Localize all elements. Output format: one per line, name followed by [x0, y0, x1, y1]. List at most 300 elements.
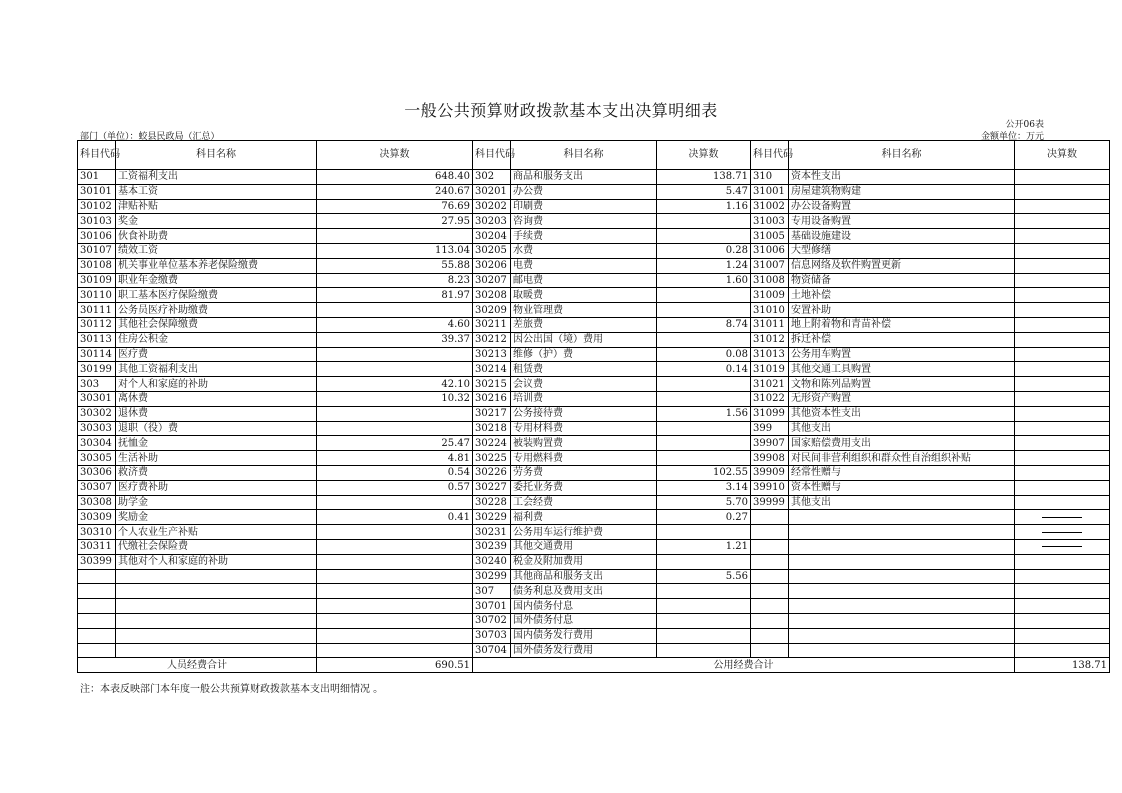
amount-1	[317, 584, 473, 599]
amount-1	[317, 406, 473, 421]
subject-code-2: 30702	[473, 613, 511, 628]
table-row	[78, 303, 1110, 318]
amount-3	[1015, 170, 1110, 185]
subject-name-2: 商品和服务支出	[511, 170, 657, 185]
amount-1	[317, 229, 473, 244]
subject-name-1: 退职（役）费	[116, 421, 317, 436]
subject-code-3: 31010	[751, 303, 789, 318]
amount-1: 4.81	[317, 451, 473, 466]
amount-3	[1015, 243, 1110, 258]
table-row	[78, 643, 1110, 658]
subject-name-2: 差旅费	[511, 317, 657, 332]
table-row	[78, 229, 1110, 244]
subject-code-2: 30205	[473, 243, 511, 258]
amount-2: 138.71	[657, 170, 751, 185]
amount-1: 27.95	[317, 214, 473, 229]
header-code-1: 科目代码	[78, 141, 116, 170]
amount-2	[657, 391, 751, 406]
subject-code-1: 301	[78, 170, 116, 185]
subject-code-1: 30106	[78, 229, 116, 244]
subject-name-3: 拆迁补偿	[789, 332, 1015, 347]
subject-code-3: 31006	[751, 243, 789, 258]
subject-name-1: 伙食补助费	[116, 229, 317, 244]
amount-3	[1015, 554, 1110, 569]
header-name-3: 科目名称	[789, 141, 1015, 170]
subject-name-1: 代缴社会保险费	[116, 539, 317, 554]
subject-code-3: 31009	[751, 288, 789, 303]
amount-2	[657, 584, 751, 599]
subject-code-3: 39910	[751, 480, 789, 495]
amount-3	[1015, 332, 1110, 347]
dash-placeholder	[1042, 517, 1082, 518]
amount-1: 55.88	[317, 258, 473, 273]
subject-name-1: 职工基本医疗保险缴费	[116, 288, 317, 303]
subject-code-2: 30228	[473, 495, 511, 510]
subject-code-2: 30704	[473, 643, 511, 658]
subject-code-2: 30703	[473, 628, 511, 643]
subject-name-2: 国内债务付息	[511, 599, 657, 614]
table-row	[78, 258, 1110, 273]
subject-name-2: 债务利息及费用支出	[511, 584, 657, 599]
dash-placeholder	[1042, 546, 1082, 547]
subject-code-2: 30203	[473, 214, 511, 229]
subject-code-1: 30114	[78, 347, 116, 362]
amount-3	[1015, 539, 1110, 554]
table-row	[78, 569, 1110, 584]
amount-1: 10.32	[317, 391, 473, 406]
subject-name-2: 福利费	[511, 510, 657, 525]
subject-name-3: 其他交通工具购置	[789, 362, 1015, 377]
subject-name-3: 物资储备	[789, 273, 1015, 288]
subject-name-2: 被装购置费	[511, 436, 657, 451]
subject-code-2: 30209	[473, 303, 511, 318]
amount-2	[657, 214, 751, 229]
subject-name-3	[789, 584, 1015, 599]
amount-1: 113.04	[317, 243, 473, 258]
subject-name-2: 水费	[511, 243, 657, 258]
amount-2	[657, 288, 751, 303]
subject-name-1: 对个人和家庭的补助	[116, 377, 317, 392]
amount-3	[1015, 495, 1110, 510]
subject-code-3: 31099	[751, 406, 789, 421]
subject-code-3	[751, 525, 789, 540]
subject-name-2: 手续费	[511, 229, 657, 244]
subject-code-3: 31011	[751, 317, 789, 332]
personnel-total-value: 690.51	[317, 658, 473, 673]
amount-2	[657, 303, 751, 318]
subject-name-1: 医疗费补助	[116, 480, 317, 495]
subject-name-1: 津贴补贴	[116, 199, 317, 214]
subject-name-3: 其他支出	[789, 421, 1015, 436]
amount-2: 102.55	[657, 465, 751, 480]
subject-name-2: 国外债务发行费用	[511, 643, 657, 658]
amount-2: 5.70	[657, 495, 751, 510]
amount-2	[657, 377, 751, 392]
amount-1: 81.97	[317, 288, 473, 303]
amount-3	[1015, 391, 1110, 406]
amount-3	[1015, 613, 1110, 628]
subject-name-2: 国外债务付息	[511, 613, 657, 628]
amount-1	[317, 303, 473, 318]
amount-3	[1015, 288, 1110, 303]
subject-code-1: 30303	[78, 421, 116, 436]
subject-code-3	[751, 584, 789, 599]
amount-3	[1015, 421, 1110, 436]
header-name-1: 科目名称	[116, 141, 317, 170]
subject-name-3: 资本性赠与	[789, 480, 1015, 495]
amount-2: 0.27	[657, 510, 751, 525]
subject-name-1: 工资福利支出	[116, 170, 317, 185]
subject-code-1: 30102	[78, 199, 116, 214]
subject-code-2: 30226	[473, 465, 511, 480]
subject-code-1: 30301	[78, 391, 116, 406]
table-row	[78, 288, 1110, 303]
table-row	[78, 584, 1110, 599]
table-row	[78, 451, 1110, 466]
subject-name-3	[789, 599, 1015, 614]
subject-name-1: 生活补助	[116, 451, 317, 466]
subject-code-3: 31008	[751, 273, 789, 288]
subject-code-3: 399	[751, 421, 789, 436]
amount-3	[1015, 377, 1110, 392]
amount-1: 0.41	[317, 510, 473, 525]
subject-code-1	[78, 628, 116, 643]
amount-unit-label: 金额单位：万元	[980, 132, 1044, 142]
amount-2	[657, 421, 751, 436]
subject-name-3: 公务用车购置	[789, 347, 1015, 362]
subject-code-1: 30113	[78, 332, 116, 347]
subject-code-2: 30231	[473, 525, 511, 540]
subject-code-1: 30101	[78, 184, 116, 199]
subject-code-3: 31019	[751, 362, 789, 377]
subject-code-1: 30307	[78, 480, 116, 495]
subject-code-2: 30217	[473, 406, 511, 421]
page-title: 一般公共预算财政拨款基本支出决算明细表	[404, 101, 718, 120]
subject-code-1	[78, 599, 116, 614]
amount-3	[1015, 584, 1110, 599]
amount-1: 39.37	[317, 332, 473, 347]
amount-2	[657, 332, 751, 347]
table-row	[78, 465, 1110, 480]
subject-name-2: 维修（护）费	[511, 347, 657, 362]
subject-name-3: 房屋建筑物购建	[789, 184, 1015, 199]
subject-name-3: 安置补助	[789, 303, 1015, 318]
subject-code-2: 30239	[473, 539, 511, 554]
subject-name-1: 住房公积金	[116, 332, 317, 347]
header-code-3: 科目代码	[751, 141, 789, 170]
amount-3	[1015, 303, 1110, 318]
amount-1	[317, 599, 473, 614]
subject-name-2: 公务用车运行维护费	[511, 525, 657, 540]
subject-code-1	[78, 584, 116, 599]
subject-name-2: 委托业务费	[511, 480, 657, 495]
amount-2: 1.21	[657, 539, 751, 554]
subject-code-2: 30224	[473, 436, 511, 451]
subject-code-1: 30199	[78, 362, 116, 377]
subject-name-3: 文物和陈列品购置	[789, 377, 1015, 392]
subject-name-1: 其他工资福利支出	[116, 362, 317, 377]
subject-code-1: 30310	[78, 525, 116, 540]
subject-name-3: 信息网络及软件购置更新	[789, 258, 1015, 273]
amount-3	[1015, 229, 1110, 244]
amount-3	[1015, 347, 1110, 362]
subject-name-2: 专用燃料费	[511, 451, 657, 466]
subject-code-1: 30108	[78, 258, 116, 273]
subject-code-2: 30216	[473, 391, 511, 406]
table-row	[78, 406, 1110, 421]
amount-2: 0.28	[657, 243, 751, 258]
amount-3	[1015, 510, 1110, 525]
subject-code-2: 30206	[473, 258, 511, 273]
subject-name-3: 其他资本性支出	[789, 406, 1015, 421]
amount-1	[317, 554, 473, 569]
subject-code-3: 31005	[751, 229, 789, 244]
subject-name-2: 咨询费	[511, 214, 657, 229]
amount-2	[657, 554, 751, 569]
subject-code-1: 303	[78, 377, 116, 392]
header-amount-1: 决算数	[317, 141, 473, 170]
subject-code-1: 30399	[78, 554, 116, 569]
subject-name-1: 抚恤金	[116, 436, 317, 451]
subject-code-3	[751, 599, 789, 614]
amount-3	[1015, 184, 1110, 199]
subject-code-3: 39908	[751, 451, 789, 466]
amount-2: 8.74	[657, 317, 751, 332]
public-total-value: 138.71	[1015, 658, 1110, 673]
table-row	[78, 628, 1110, 643]
subject-code-1	[78, 613, 116, 628]
subject-name-1: 机关事业单位基本养老保险缴费	[116, 258, 317, 273]
subject-name-2: 公务接待费	[511, 406, 657, 421]
subject-name-1: 救济费	[116, 465, 317, 480]
subject-name-3	[789, 643, 1015, 658]
subject-code-3	[751, 510, 789, 525]
subject-name-3	[789, 613, 1015, 628]
subject-name-3: 办公设备购置	[789, 199, 1015, 214]
amount-2: 5.47	[657, 184, 751, 199]
subject-code-2: 30202	[473, 199, 511, 214]
amount-1	[317, 643, 473, 658]
subject-code-3: 39907	[751, 436, 789, 451]
amount-3	[1015, 465, 1110, 480]
subject-code-2: 30211	[473, 317, 511, 332]
footnote: 注：本表反映部门本年度一般公共预算财政拨款基本支出明细情况 。	[80, 684, 384, 695]
subject-name-1: 医疗费	[116, 347, 317, 362]
subject-code-1: 30308	[78, 495, 116, 510]
table-row	[78, 421, 1110, 436]
subject-code-3: 31013	[751, 347, 789, 362]
header-code-2: 科目代码	[473, 141, 511, 170]
subject-name-3: 地上附着物和青苗补偿	[789, 317, 1015, 332]
subject-name-1	[116, 599, 317, 614]
amount-1	[317, 539, 473, 554]
subject-name-3: 其他支出	[789, 495, 1015, 510]
subject-name-2: 其他商品和服务支出	[511, 569, 657, 584]
amount-1	[317, 421, 473, 436]
table-row	[78, 510, 1110, 525]
subject-code-1: 30302	[78, 406, 116, 421]
subject-name-2: 劳务费	[511, 465, 657, 480]
amount-3	[1015, 451, 1110, 466]
subject-name-2: 会议费	[511, 377, 657, 392]
subject-code-3: 31002	[751, 199, 789, 214]
subject-name-1: 离休费	[116, 391, 317, 406]
subject-name-3	[789, 554, 1015, 569]
subject-code-1: 30311	[78, 539, 116, 554]
subject-name-1: 奖励金	[116, 510, 317, 525]
subject-code-3	[751, 554, 789, 569]
subject-code-1	[78, 643, 116, 658]
subject-name-2: 培训费	[511, 391, 657, 406]
subject-name-1: 职业年金缴费	[116, 273, 317, 288]
amount-1	[317, 569, 473, 584]
amount-1: 42.10	[317, 377, 473, 392]
subject-code-3: 39909	[751, 465, 789, 480]
subject-code-2: 30229	[473, 510, 511, 525]
subject-name-2: 租赁费	[511, 362, 657, 377]
subject-code-1: 30110	[78, 288, 116, 303]
subject-code-3: 31012	[751, 332, 789, 347]
subject-name-2: 物业管理费	[511, 303, 657, 318]
subject-name-3	[789, 525, 1015, 540]
table-row	[78, 199, 1110, 214]
amount-3	[1015, 628, 1110, 643]
amount-3	[1015, 599, 1110, 614]
subject-code-1: 30304	[78, 436, 116, 451]
subject-name-1	[116, 569, 317, 584]
table-row	[78, 539, 1110, 554]
subject-name-3: 基础设施建设	[789, 229, 1015, 244]
amount-2	[657, 643, 751, 658]
dash-placeholder	[1042, 532, 1082, 533]
subject-name-2: 其他交通费用	[511, 539, 657, 554]
amount-3	[1015, 214, 1110, 229]
subject-code-2: 30207	[473, 273, 511, 288]
subject-code-2: 30208	[473, 288, 511, 303]
subject-code-3: 39999	[751, 495, 789, 510]
amount-3	[1015, 406, 1110, 421]
amount-2	[657, 599, 751, 614]
table-row	[78, 332, 1110, 347]
subject-code-3	[751, 643, 789, 658]
table-row	[78, 554, 1110, 569]
subject-name-3	[789, 628, 1015, 643]
table-row	[78, 525, 1110, 540]
subject-name-2: 国内债务发行费用	[511, 628, 657, 643]
table-row	[78, 184, 1110, 199]
subject-name-1: 助学金	[116, 495, 317, 510]
subject-name-1: 公务员医疗补助缴费	[116, 303, 317, 318]
table-row	[78, 377, 1110, 392]
subject-name-2: 工会经费	[511, 495, 657, 510]
subject-code-2: 30218	[473, 421, 511, 436]
amount-3	[1015, 569, 1110, 584]
subject-code-1: 30305	[78, 451, 116, 466]
table-row	[78, 170, 1110, 185]
subject-name-1: 绩效工资	[116, 243, 317, 258]
subject-code-3	[751, 569, 789, 584]
amount-2: 5.56	[657, 569, 751, 584]
subject-name-3: 对民间非营利组织和群众性自治组织补贴	[789, 451, 1015, 466]
subject-name-1: 退休费	[116, 406, 317, 421]
amount-3	[1015, 362, 1110, 377]
subject-code-2: 30240	[473, 554, 511, 569]
amount-3	[1015, 643, 1110, 658]
subject-name-1: 其他对个人和家庭的补助	[116, 554, 317, 569]
subject-code-2: 30204	[473, 229, 511, 244]
amount-1: 0.54	[317, 465, 473, 480]
header-amount-2: 决算数	[657, 141, 751, 170]
table-row	[78, 273, 1110, 288]
subject-name-1: 奖金	[116, 214, 317, 229]
table-row	[78, 243, 1110, 258]
subject-code-1: 30306	[78, 465, 116, 480]
subject-name-3	[789, 539, 1015, 554]
header-amount-3: 决算数	[1015, 141, 1110, 170]
subject-name-2: 邮电费	[511, 273, 657, 288]
amount-3	[1015, 525, 1110, 540]
subject-name-3: 无形资产购置	[789, 391, 1015, 406]
amount-2	[657, 525, 751, 540]
subject-code-1: 30309	[78, 510, 116, 525]
subject-name-2: 因公出国（境）费用	[511, 332, 657, 347]
subject-name-2: 取暖费	[511, 288, 657, 303]
totals-row	[78, 658, 1110, 673]
amount-3	[1015, 258, 1110, 273]
subject-code-2: 30214	[473, 362, 511, 377]
amount-2: 0.14	[657, 362, 751, 377]
subject-name-2: 办公费	[511, 184, 657, 199]
subject-name-3: 大型修缮	[789, 243, 1015, 258]
personnel-total-label: 人员经费合计	[78, 658, 317, 673]
subject-code-3: 31022	[751, 391, 789, 406]
subject-name-2: 电费	[511, 258, 657, 273]
subject-code-3: 31021	[751, 377, 789, 392]
amount-1: 4.60	[317, 317, 473, 332]
amount-2: 3.14	[657, 480, 751, 495]
subject-code-1: 30111	[78, 303, 116, 318]
amount-2: 0.08	[657, 347, 751, 362]
table-row	[78, 391, 1110, 406]
amount-3	[1015, 480, 1110, 495]
subject-name-1	[116, 643, 317, 658]
subject-name-1: 个人农业生产补贴	[116, 525, 317, 540]
amount-2	[657, 229, 751, 244]
subject-name-1: 基本工资	[116, 184, 317, 199]
subject-code-2: 30701	[473, 599, 511, 614]
subject-name-1	[116, 584, 317, 599]
amount-1	[317, 525, 473, 540]
amount-2	[657, 613, 751, 628]
subject-code-2: 30213	[473, 347, 511, 362]
subject-name-2: 税金及附加费用	[511, 554, 657, 569]
amount-1: 25.47	[317, 436, 473, 451]
department-label: 部门（单位）：蛟县民政局（汇总）	[80, 132, 220, 142]
subject-name-3: 国家赔偿费用支出	[789, 436, 1015, 451]
subject-code-3: 31007	[751, 258, 789, 273]
amount-3	[1015, 199, 1110, 214]
subject-name-3: 资本性支出	[789, 170, 1015, 185]
table-row	[78, 436, 1110, 451]
table-body	[78, 170, 1110, 658]
subject-name-1: 其他社会保障缴费	[116, 317, 317, 332]
subject-name-3	[789, 510, 1015, 525]
subject-code-3	[751, 539, 789, 554]
subject-code-3: 31001	[751, 184, 789, 199]
subject-code-2: 302	[473, 170, 511, 185]
subject-name-3: 专用设备购置	[789, 214, 1015, 229]
subject-code-3: 31003	[751, 214, 789, 229]
